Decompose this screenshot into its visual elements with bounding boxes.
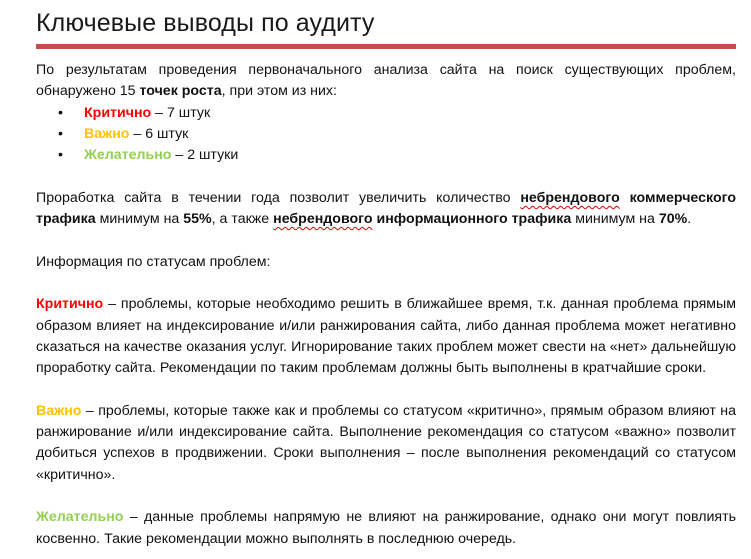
traffic-keyword: коммерческого трафика: [36, 189, 736, 228]
traffic-text: Проработка сайта в течении года позволит увеличить количество: [36, 189, 521, 206]
critical-description: – проблемы, которые необходимо решить в ближайшее время, т.к. данная проблема прямым образом влияет на индексирование и/или ранжирования сайта, либо данная проблема может негативно сказаться на качестве оказания услуг. Игнорирование таких проблем может свести на «нет» дальнейшую проработку сайта. Рекомендации по таким проблемам должны быть выполнены в кратчайшие сроки.: [36, 296, 736, 377]
spacer: [36, 379, 736, 400]
list-item: [36, 103, 736, 124]
bullet-icon: •: [58, 125, 63, 142]
status-important-count: – 6 штук: [129, 125, 189, 142]
critical-label: Критично: [36, 296, 104, 313]
status-count-list: [36, 103, 736, 167]
spacer: [36, 166, 736, 187]
traffic-paragraph: [36, 188, 736, 231]
status-critical-count: – 7 штук: [151, 104, 211, 121]
traffic-commercial-percent: 55%: [183, 211, 212, 228]
status-critical-label: Критично: [84, 104, 152, 121]
desirable-description: – данные проблемы напрямую не влияют на ранжирование, однако они могут повлиять косвенно. Такие рекомендации можно выполнять в последнюю очередь.: [36, 509, 736, 547]
desirable-paragraph: [36, 507, 736, 550]
desirable-label: Желательно: [36, 509, 124, 526]
traffic-text: минимум на: [571, 211, 659, 228]
traffic-text: , а также: [211, 211, 274, 228]
document-body: [36, 60, 736, 550]
status-info-heading: Информация по статусам проблем:: [36, 253, 271, 270]
intro-growth-points: точек роста: [139, 83, 222, 100]
important-paragraph: [36, 401, 736, 486]
traffic-keyword: информационного трафика: [372, 211, 572, 228]
traffic-info-percent: 70%: [658, 211, 688, 228]
important-description: – проблемы, которые также как и проблемы со статусом «критично», прямым образом влияют на ранжирование и/или индексирование сайта. Выполнение рекомендация со статусом «важно» позволит добиться успехов в продвижении. Сроки выполнения – после выполнения рекомендаций со статусом «критично».: [36, 402, 736, 483]
list-item: [36, 145, 736, 166]
traffic-text: .: [687, 211, 692, 228]
document-title: Ключевые выводы по аудиту: [36, 9, 375, 37]
intro-paragraph: [36, 60, 736, 103]
spacer: [36, 230, 736, 251]
important-label: Важно: [36, 402, 82, 419]
bullet-icon: •: [58, 104, 63, 121]
title-divider: [36, 44, 736, 49]
status-desirable-count: – 2 штуки: [171, 147, 239, 164]
traffic-keyword: небрендового: [273, 211, 373, 228]
traffic-text: минимум на: [95, 211, 184, 228]
bullet-icon: •: [58, 147, 63, 164]
spacer: [36, 273, 736, 294]
critical-paragraph: [36, 294, 736, 379]
intro-suffix: , при этом из них:: [221, 83, 337, 100]
list-item: [36, 124, 736, 145]
status-important-label: Важно: [84, 125, 130, 142]
status-desirable-label: Желательно: [84, 147, 172, 164]
intro-prefix: По результатам проведения первоначального анализа сайта на поиск существующих проблем, обнаружено 15: [36, 62, 736, 100]
spacer: [36, 486, 736, 507]
traffic-keyword: небрендового: [520, 189, 620, 206]
